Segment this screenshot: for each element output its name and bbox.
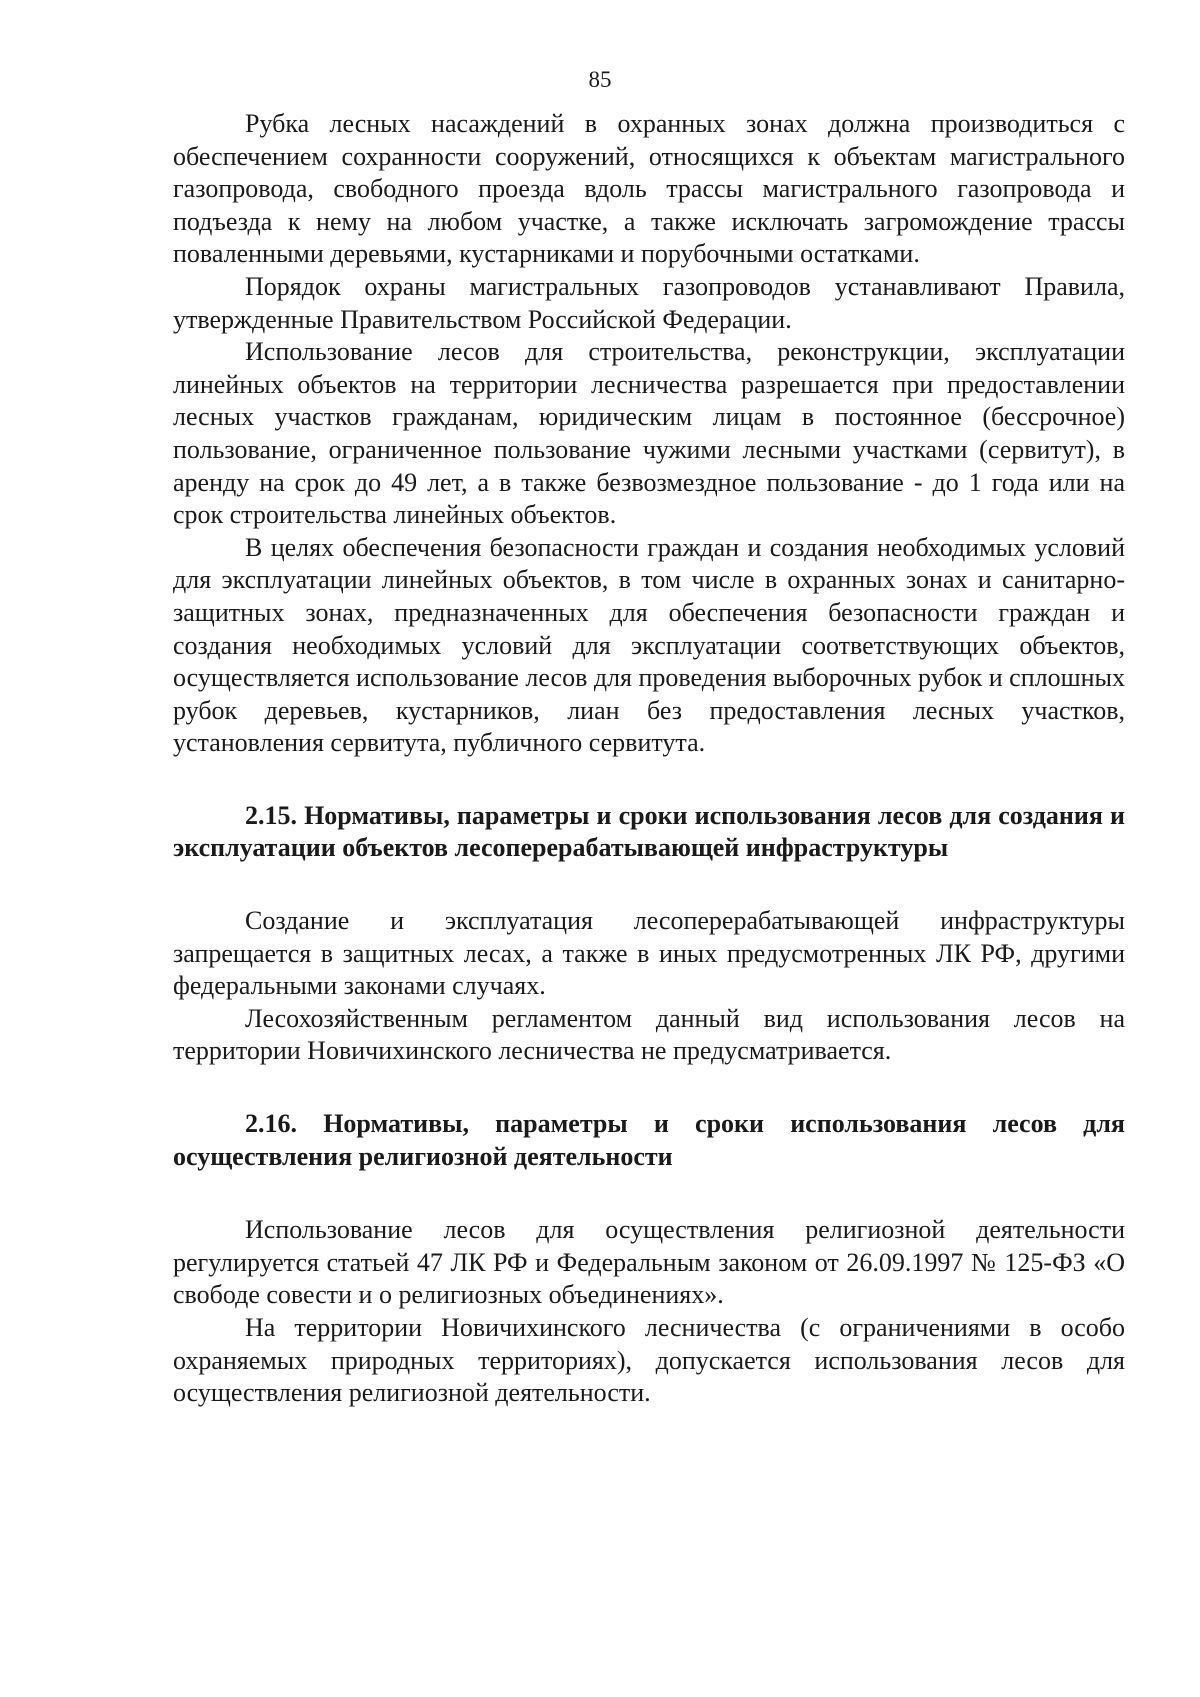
page-number: 85 [588, 67, 612, 92]
document-body [173, 108, 1125, 1410]
paragraph-religious-activity-allowed: На территории Новичихинского лесничества (с ограничениями в особо охраняемых природных территориях), допускается использования лесов для осуществления религиозной деятельности. [173, 1313, 1125, 1408]
paragraph-processing-infrastructure: Создание и эксплуатация лесоперерабатывающей инфраструктуры запрещается в защитных лесах, а также в иных предусмотренных ЛК РФ, другими федеральными законами случаях. [173, 906, 1125, 1001]
paragraph-linear-objects-use: Использование лесов для строительства, реконструкции, эксплуатации линейных объектов на территории лесничества разрешается при предоставлении лесных участков гражданам, юридическим лицам в постоянное (бессрочное) пользование, ограниченное пользование чужими лесными участками (сервитут), в аренду на срок до 49 лет, а в также безвозмездное пользование - до 1 года или на срок строительства линейных объектов. [173, 337, 1125, 530]
section-heading-2-16: 2.16. Нормативы, параметры и сроки использования лесов для осуществления религиозной деятельности [173, 1109, 1125, 1171]
paragraph-religious-activity-law: Использование лесов для осуществления религиозной деятельности регулируется статьей 47 ЛК РФ и Федеральным законом от 26.09.1997 № 125-ФЗ «О свободе совести и о религиозных объединениях». [173, 1215, 1125, 1310]
paragraph-logging-protection-zones: Рубка лесных насаждений в охранных зонах должна производиться с обеспечением сохранности сооружений, относящихся к объектам магистрального газопровода, свободного проезда вдоль трассы магистрального газопровода и подъезда к нему на любом участке, а также исключать загромождение трассы поваленными деревьями, кустарниками и порубочными остатками. [173, 109, 1125, 269]
paragraph-gas-pipeline-rules: Порядок охраны магистральных газопроводов устанавливают Правила, утвержденные Правительством Российской Федерации. [173, 271, 1125, 334]
paragraph-safety-logging: В целях обеспечения безопасности граждан и создания необходимых условий для эксплуатации линейных объектов, в том числе в охранных зонах и санитарно-защитных зонах, предназначенных для обеспечения безопасности граждан и создания необходимых условий для эксплуатации соответствующих объектов, осуществляется использование лесов для проведения выборочных рубок и сплошных рубок деревьев, кустарников, лиан без предоставления лесных участков, установления сервитута, публичного сервитута. [173, 532, 1125, 758]
paragraph-processing-not-provided: Лесохозяйственным регламентом данный вид использования лесов на территории Новичихинского лесничества не предусматривается. [173, 1003, 1125, 1066]
section-heading-2-15: 2.15. Нормативы, параметры и сроки использования лесов для создания и эксплуатации объектов лесоперерабатывающей инфраструктуры [173, 800, 1125, 863]
